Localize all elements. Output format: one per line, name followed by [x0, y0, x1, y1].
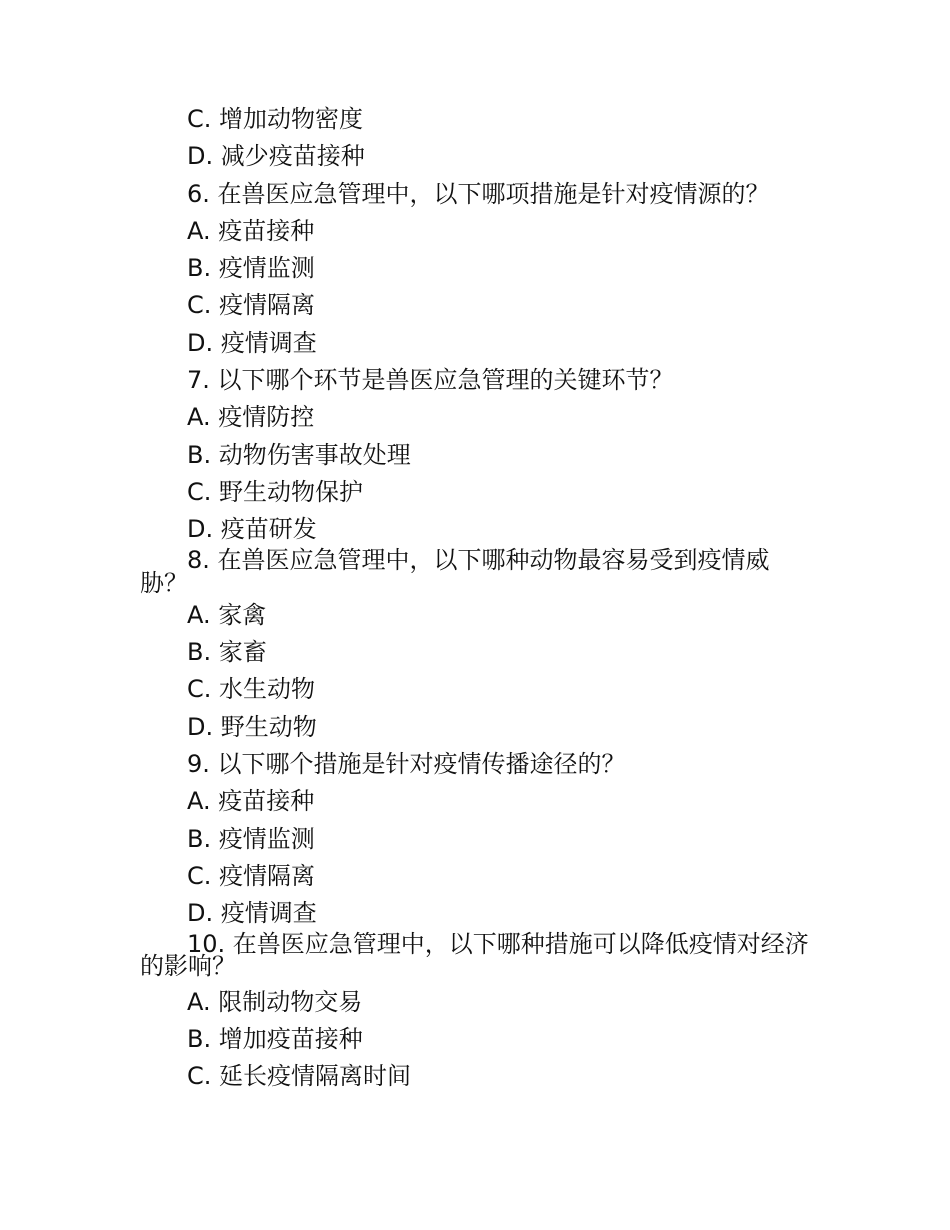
option-line: C. 水生动物 [187, 675, 316, 704]
question-7: 7. 以下哪个环节是兽医应急管理的关键环节？ [187, 366, 674, 395]
option-line: D. 疫苗研发 [187, 515, 317, 544]
option-line: D. 疫情调查 [187, 328, 317, 357]
option-line: A. 限制动物交易 [187, 987, 363, 1016]
option-line: B. 疫情监测 [187, 824, 315, 853]
question-8: 8. 在兽医应急管理中，以下哪种动物最容易受到疫情威胁？ [140, 545, 770, 597]
option-line: D. 疫情调查 [187, 899, 317, 928]
option-line: B. 疫情监测 [187, 254, 315, 283]
option-line: B. 动物伤害事故处理 [187, 440, 411, 469]
option-line: A. 疫苗接种 [187, 787, 315, 816]
option-line: A. 疫情防控 [187, 403, 315, 432]
option-line: B. 家畜 [187, 638, 267, 667]
question-6: 6. 在兽医应急管理中，以下哪项措施是针对疫情源的？ [187, 179, 770, 208]
question-10: 10. 在兽医应急管理中，以下哪种措施可以降低疫情对经济的影响？ [140, 929, 809, 980]
option-line: A. 家禽 [187, 600, 267, 629]
option-line: C. 疫情隔离 [187, 861, 316, 890]
option-line: B. 增加疫苗接种 [187, 1025, 363, 1054]
option-line: D. 减少疫苗接种 [187, 142, 365, 171]
option-line: C. 增加动物密度 [187, 105, 364, 133]
option-line: C. 野生动物保护 [187, 477, 364, 506]
quiz-content [140, 101, 812, 1096]
option-line: C. 延长疫情隔离时间 [187, 1062, 412, 1091]
option-line: A. 疫苗接种 [187, 216, 315, 245]
option-line: D. 野生动物 [187, 712, 317, 741]
question-9: 9. 以下哪个措施是针对疫情传播途径的？ [187, 750, 626, 779]
option-line: C. 疫情隔离 [187, 291, 316, 320]
